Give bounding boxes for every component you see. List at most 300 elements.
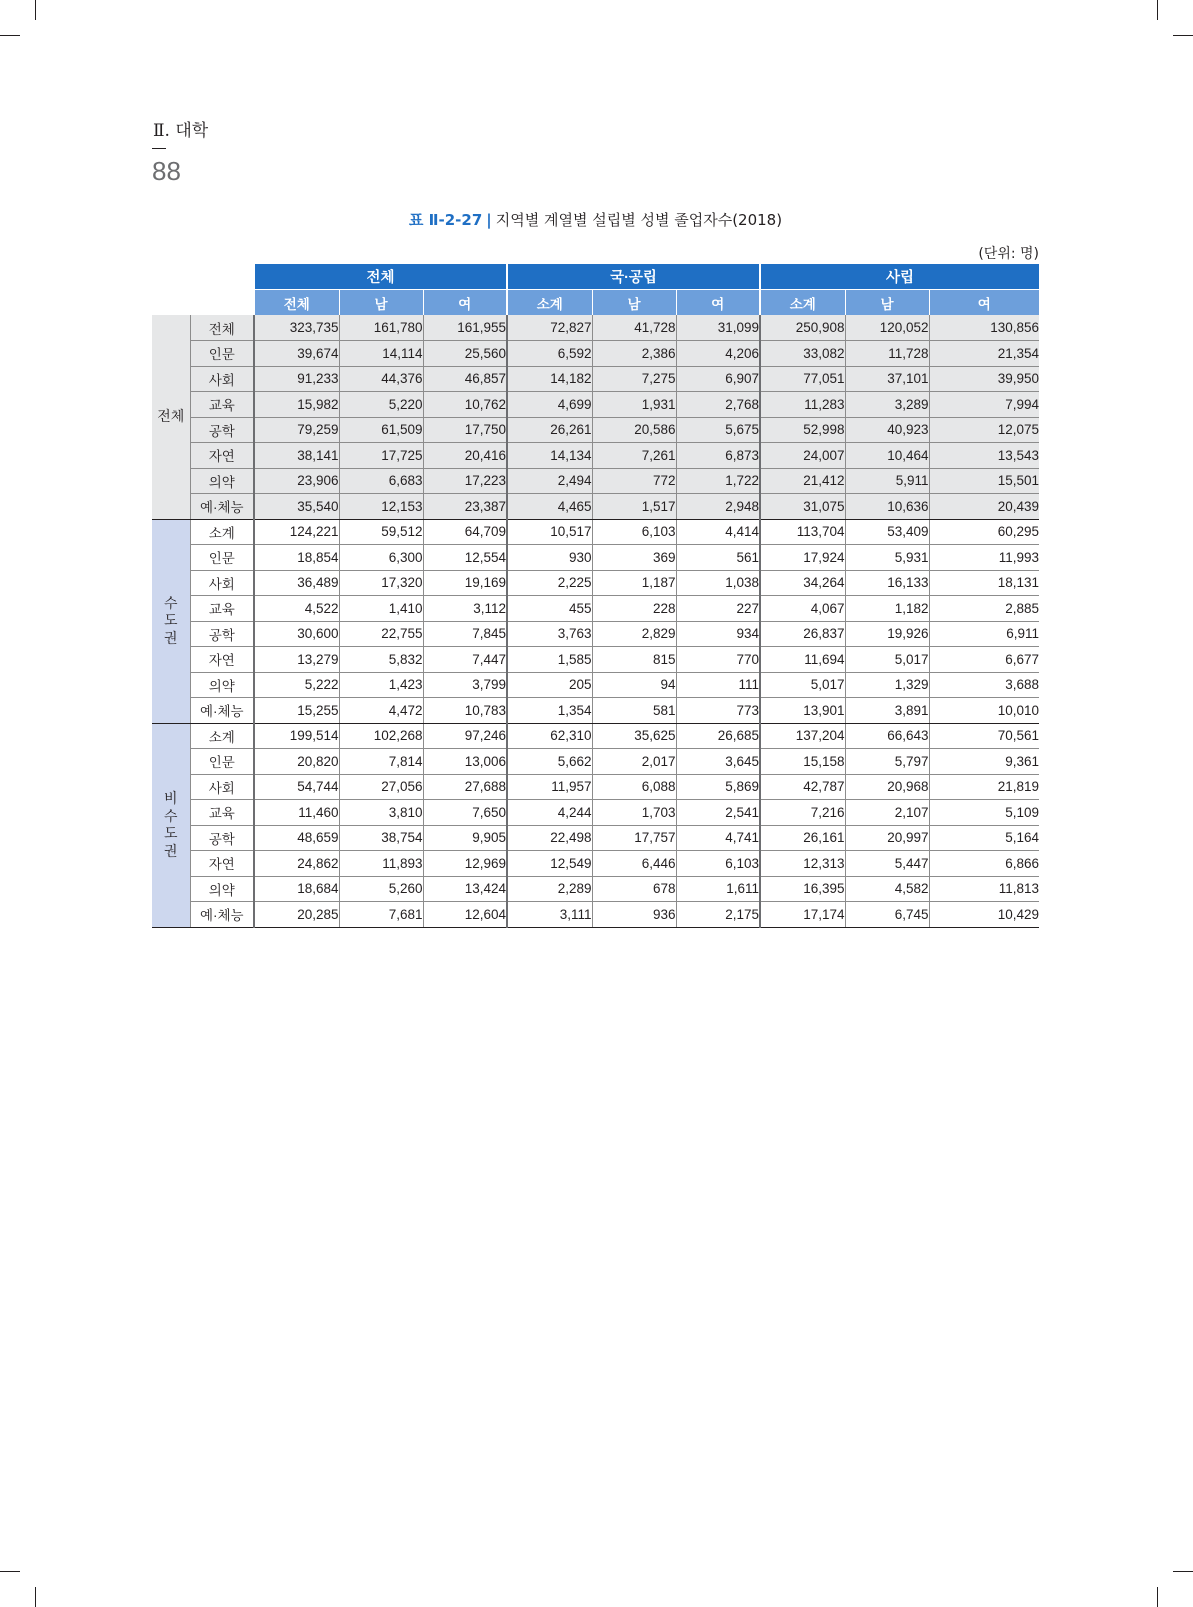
group-header: 전체 (254, 264, 507, 290)
table-row (152, 519, 1039, 545)
value-cell: 22,498 (507, 825, 592, 851)
category-label: 교육 (190, 392, 254, 418)
value-cell: 12,549 (507, 851, 592, 877)
value-cell: 17,924 (760, 545, 845, 571)
value-cell: 15,255 (254, 698, 339, 724)
value-cell: 26,837 (760, 621, 845, 647)
value-cell: 205 (507, 672, 592, 698)
value-cell: 6,683 (339, 468, 423, 494)
value-cell: 24,862 (254, 851, 339, 877)
value-cell: 6,911 (929, 621, 1039, 647)
value-cell: 5,675 (676, 417, 760, 443)
value-cell: 6,866 (929, 851, 1039, 877)
value-cell: 5,911 (845, 468, 929, 494)
crop-mark (1157, 1587, 1158, 1607)
value-cell: 17,757 (592, 825, 676, 851)
value-cell: 35,540 (254, 494, 339, 520)
value-cell: 2,107 (845, 800, 929, 826)
value-cell: 15,501 (929, 468, 1039, 494)
value-cell: 6,592 (507, 341, 592, 367)
value-cell: 39,674 (254, 341, 339, 367)
value-cell: 48,659 (254, 825, 339, 851)
value-cell: 5,447 (845, 851, 929, 877)
value-cell: 1,703 (592, 800, 676, 826)
value-cell: 5,662 (507, 749, 592, 775)
header-blank (152, 264, 254, 290)
table-row (152, 621, 1039, 647)
value-cell: 66,643 (845, 723, 929, 749)
value-cell: 5,260 (339, 876, 423, 902)
value-cell: 20,820 (254, 749, 339, 775)
value-cell: 52,998 (760, 417, 845, 443)
value-cell: 5,832 (339, 647, 423, 673)
value-cell: 9,361 (929, 749, 1039, 775)
category-label: 의약 (190, 876, 254, 902)
value-cell: 6,907 (676, 366, 760, 392)
value-cell: 11,694 (760, 647, 845, 673)
value-cell: 54,744 (254, 774, 339, 800)
value-cell: 2,829 (592, 621, 676, 647)
value-cell: 39,950 (929, 366, 1039, 392)
value-cell: 10,783 (423, 698, 507, 724)
value-cell: 21,354 (929, 341, 1039, 367)
value-cell: 77,051 (760, 366, 845, 392)
value-cell: 15,982 (254, 392, 339, 418)
value-cell: 1,517 (592, 494, 676, 520)
value-cell: 4,244 (507, 800, 592, 826)
region-name: 비수도권 (163, 790, 178, 859)
category-label: 인문 (190, 749, 254, 775)
value-cell: 20,439 (929, 494, 1039, 520)
value-cell: 5,164 (929, 825, 1039, 851)
value-cell: 4,067 (760, 596, 845, 622)
value-cell: 10,010 (929, 698, 1039, 724)
category-label: 의약 (190, 672, 254, 698)
value-cell: 1,354 (507, 698, 592, 724)
table-row (152, 417, 1039, 443)
value-cell: 161,780 (339, 315, 423, 341)
sub-header: 남 (339, 290, 423, 316)
value-cell: 130,856 (929, 315, 1039, 341)
value-cell: 250,908 (760, 315, 845, 341)
category-label: 공학 (190, 825, 254, 851)
value-cell: 4,472 (339, 698, 423, 724)
value-cell: 1,611 (676, 876, 760, 902)
table-row (152, 749, 1039, 775)
value-cell: 7,447 (423, 647, 507, 673)
sub-header-row (152, 290, 1039, 316)
category-label: 교육 (190, 800, 254, 826)
value-cell: 11,993 (929, 545, 1039, 571)
value-cell: 10,762 (423, 392, 507, 418)
value-cell: 9,905 (423, 825, 507, 851)
value-cell: 5,222 (254, 672, 339, 698)
value-cell: 161,955 (423, 315, 507, 341)
unit-label: (단위: 명) (978, 246, 1039, 262)
category-label: 교육 (190, 596, 254, 622)
value-cell: 6,103 (592, 519, 676, 545)
crop-mark (35, 0, 36, 20)
table-label: 표 Ⅱ-2-27 (408, 211, 483, 229)
value-cell: 6,088 (592, 774, 676, 800)
value-cell: 27,688 (423, 774, 507, 800)
value-cell: 11,283 (760, 392, 845, 418)
sub-header: 소계 (760, 290, 845, 316)
value-cell: 3,688 (929, 672, 1039, 698)
value-cell: 11,460 (254, 800, 339, 826)
value-cell: 34,264 (760, 570, 845, 596)
value-cell: 13,279 (254, 647, 339, 673)
value-cell: 31,099 (676, 315, 760, 341)
value-cell: 2,948 (676, 494, 760, 520)
region-name: 수도권 (163, 594, 178, 646)
value-cell: 7,994 (929, 392, 1039, 418)
value-cell: 12,969 (423, 851, 507, 877)
table-row (152, 825, 1039, 851)
value-cell: 7,650 (423, 800, 507, 826)
value-cell: 3,810 (339, 800, 423, 826)
value-cell: 1,329 (845, 672, 929, 698)
value-cell: 7,814 (339, 749, 423, 775)
value-cell: 934 (676, 621, 760, 647)
value-cell: 20,997 (845, 825, 929, 851)
table-row (152, 443, 1039, 469)
value-cell: 72,827 (507, 315, 592, 341)
category-label: 의약 (190, 468, 254, 494)
value-cell: 17,725 (339, 443, 423, 469)
value-cell: 21,412 (760, 468, 845, 494)
value-cell: 10,517 (507, 519, 592, 545)
value-cell: 3,289 (845, 392, 929, 418)
value-cell: 930 (507, 545, 592, 571)
value-cell: 22,755 (339, 621, 423, 647)
value-cell: 53,409 (845, 519, 929, 545)
value-cell: 14,182 (507, 366, 592, 392)
sub-header: 여 (929, 290, 1039, 316)
value-cell: 26,261 (507, 417, 592, 443)
value-cell: 62,310 (507, 723, 592, 749)
table-row (152, 570, 1039, 596)
value-cell: 15,158 (760, 749, 845, 775)
value-cell: 4,582 (845, 876, 929, 902)
value-cell: 13,901 (760, 698, 845, 724)
category-label: 자연 (190, 851, 254, 877)
value-cell: 30,600 (254, 621, 339, 647)
header-blank (152, 290, 254, 316)
value-cell: 18,131 (929, 570, 1039, 596)
value-cell: 227 (676, 596, 760, 622)
category-label: 공학 (190, 417, 254, 443)
value-cell: 21,819 (929, 774, 1039, 800)
value-cell: 12,153 (339, 494, 423, 520)
value-cell: 11,893 (339, 851, 423, 877)
value-cell: 7,681 (339, 902, 423, 928)
section-title: Ⅱ. 대학 (153, 121, 209, 141)
sub-header: 남 (592, 290, 676, 316)
value-cell: 2,885 (929, 596, 1039, 622)
sub-header: 여 (423, 290, 507, 316)
value-cell: 97,246 (423, 723, 507, 749)
value-cell: 1,585 (507, 647, 592, 673)
value-cell: 4,206 (676, 341, 760, 367)
category-label: 전체 (190, 315, 254, 341)
category-label: 사회 (190, 366, 254, 392)
value-cell: 2,175 (676, 902, 760, 928)
value-cell: 20,586 (592, 417, 676, 443)
value-cell: 17,750 (423, 417, 507, 443)
table-row (152, 774, 1039, 800)
value-cell: 6,103 (676, 851, 760, 877)
table-row (152, 596, 1039, 622)
value-cell: 5,109 (929, 800, 1039, 826)
value-cell: 5,797 (845, 749, 929, 775)
value-cell: 3,799 (423, 672, 507, 698)
value-cell: 2,289 (507, 876, 592, 902)
value-cell: 16,133 (845, 570, 929, 596)
value-cell: 19,169 (423, 570, 507, 596)
table-row (152, 392, 1039, 418)
value-cell: 1,410 (339, 596, 423, 622)
table-row (152, 468, 1039, 494)
table-row (152, 800, 1039, 826)
value-cell: 678 (592, 876, 676, 902)
value-cell: 25,560 (423, 341, 507, 367)
value-cell: 16,395 (760, 876, 845, 902)
category-label: 사회 (190, 570, 254, 596)
table-row (152, 545, 1039, 571)
region-label (152, 315, 190, 519)
caption-separator: | (486, 211, 492, 229)
value-cell: 12,313 (760, 851, 845, 877)
value-cell: 18,684 (254, 876, 339, 902)
value-cell: 18,854 (254, 545, 339, 571)
value-cell: 79,259 (254, 417, 339, 443)
value-cell: 10,464 (845, 443, 929, 469)
value-cell: 7,216 (760, 800, 845, 826)
value-cell: 4,465 (507, 494, 592, 520)
value-cell: 26,685 (676, 723, 760, 749)
category-label: 예·체능 (190, 902, 254, 928)
value-cell: 1,931 (592, 392, 676, 418)
value-cell: 120,052 (845, 315, 929, 341)
value-cell: 19,926 (845, 621, 929, 647)
sub-header: 전체 (254, 290, 339, 316)
table-row (152, 698, 1039, 724)
value-cell: 199,514 (254, 723, 339, 749)
value-cell: 23,387 (423, 494, 507, 520)
value-cell: 6,446 (592, 851, 676, 877)
value-cell: 113,704 (760, 519, 845, 545)
value-cell: 581 (592, 698, 676, 724)
value-cell: 59,512 (339, 519, 423, 545)
category-label: 예·체능 (190, 494, 254, 520)
region-name: 전체 (157, 408, 185, 424)
table-row (152, 876, 1039, 902)
value-cell: 4,699 (507, 392, 592, 418)
table-title: 지역별 계열별 설립별 성별 졸업자수(2018) (495, 211, 783, 229)
value-cell: 20,968 (845, 774, 929, 800)
value-cell: 2,386 (592, 341, 676, 367)
value-cell: 31,075 (760, 494, 845, 520)
table-body (152, 315, 1039, 927)
value-cell: 1,038 (676, 570, 760, 596)
table-row (152, 851, 1039, 877)
value-cell: 323,735 (254, 315, 339, 341)
value-cell: 2,494 (507, 468, 592, 494)
value-cell: 772 (592, 468, 676, 494)
category-label: 자연 (190, 647, 254, 673)
value-cell: 64,709 (423, 519, 507, 545)
value-cell: 11,957 (507, 774, 592, 800)
value-cell: 36,489 (254, 570, 339, 596)
value-cell: 1,722 (676, 468, 760, 494)
value-cell: 17,320 (339, 570, 423, 596)
value-cell: 12,554 (423, 545, 507, 571)
value-cell: 5,931 (845, 545, 929, 571)
crop-mark (1173, 1571, 1193, 1572)
value-cell: 936 (592, 902, 676, 928)
value-cell: 61,509 (339, 417, 423, 443)
value-cell: 2,768 (676, 392, 760, 418)
value-cell: 12,075 (929, 417, 1039, 443)
value-cell: 455 (507, 596, 592, 622)
value-cell: 2,541 (676, 800, 760, 826)
data-table (152, 264, 1039, 928)
divider (152, 148, 166, 149)
table-row (152, 902, 1039, 928)
table-row (152, 672, 1039, 698)
value-cell: 6,300 (339, 545, 423, 571)
value-cell: 44,376 (339, 366, 423, 392)
table-row (152, 366, 1039, 392)
value-cell: 5,220 (339, 392, 423, 418)
sub-header: 남 (845, 290, 929, 316)
sub-header: 여 (676, 290, 760, 316)
value-cell: 6,873 (676, 443, 760, 469)
value-cell: 13,543 (929, 443, 1039, 469)
category-label: 공학 (190, 621, 254, 647)
value-cell: 23,906 (254, 468, 339, 494)
category-label: 인문 (190, 341, 254, 367)
value-cell: 60,295 (929, 519, 1039, 545)
value-cell: 37,101 (845, 366, 929, 392)
value-cell: 1,187 (592, 570, 676, 596)
table-caption (152, 209, 1039, 230)
value-cell: 41,728 (592, 315, 676, 341)
value-cell: 3,891 (845, 698, 929, 724)
value-cell: 91,233 (254, 366, 339, 392)
value-cell: 6,745 (845, 902, 929, 928)
category-label: 소계 (190, 519, 254, 545)
value-cell: 11,728 (845, 341, 929, 367)
category-label: 예·체능 (190, 698, 254, 724)
value-cell: 228 (592, 596, 676, 622)
value-cell: 5,869 (676, 774, 760, 800)
category-label: 소계 (190, 723, 254, 749)
value-cell: 46,857 (423, 366, 507, 392)
value-cell: 27,056 (339, 774, 423, 800)
value-cell: 3,763 (507, 621, 592, 647)
value-cell: 17,223 (423, 468, 507, 494)
value-cell: 42,787 (760, 774, 845, 800)
category-label: 인문 (190, 545, 254, 571)
crop-mark (1157, 0, 1158, 20)
table-row (152, 494, 1039, 520)
value-cell: 5,017 (845, 647, 929, 673)
sub-header: 소계 (507, 290, 592, 316)
value-cell: 5,017 (760, 672, 845, 698)
group-header-row (152, 264, 1039, 290)
value-cell: 773 (676, 698, 760, 724)
category-label: 사회 (190, 774, 254, 800)
value-cell: 26,161 (760, 825, 845, 851)
value-cell: 14,134 (507, 443, 592, 469)
value-cell: 4,414 (676, 519, 760, 545)
value-cell: 12,604 (423, 902, 507, 928)
value-cell: 3,111 (507, 902, 592, 928)
crop-mark (0, 35, 20, 36)
value-cell: 6,677 (929, 647, 1039, 673)
value-cell: 13,006 (423, 749, 507, 775)
crop-mark (35, 1587, 36, 1607)
value-cell: 4,522 (254, 596, 339, 622)
value-cell: 38,141 (254, 443, 339, 469)
value-cell: 3,112 (423, 596, 507, 622)
value-cell: 369 (592, 545, 676, 571)
value-cell: 13,424 (423, 876, 507, 902)
table-row (152, 647, 1039, 673)
value-cell: 20,285 (254, 902, 339, 928)
page-number: 88 (152, 156, 181, 186)
value-cell: 38,754 (339, 825, 423, 851)
value-cell: 137,204 (760, 723, 845, 749)
table-row (152, 723, 1039, 749)
table-row (152, 315, 1039, 341)
region-label (152, 723, 190, 927)
value-cell: 7,261 (592, 443, 676, 469)
crop-mark (1173, 35, 1193, 36)
value-cell: 4,741 (676, 825, 760, 851)
value-cell: 111 (676, 672, 760, 698)
value-cell: 1,423 (339, 672, 423, 698)
value-cell: 124,221 (254, 519, 339, 545)
value-cell: 70,561 (929, 723, 1039, 749)
value-cell: 770 (676, 647, 760, 673)
value-cell: 14,114 (339, 341, 423, 367)
group-header: 사립 (760, 264, 1039, 290)
value-cell: 94 (592, 672, 676, 698)
value-cell: 11,813 (929, 876, 1039, 902)
value-cell: 10,429 (929, 902, 1039, 928)
value-cell: 102,268 (339, 723, 423, 749)
group-header: 국·공립 (507, 264, 760, 290)
value-cell: 7,275 (592, 366, 676, 392)
value-cell: 40,923 (845, 417, 929, 443)
value-cell: 815 (592, 647, 676, 673)
value-cell: 20,416 (423, 443, 507, 469)
value-cell: 2,225 (507, 570, 592, 596)
value-cell: 1,182 (845, 596, 929, 622)
value-cell: 35,625 (592, 723, 676, 749)
value-cell: 17,174 (760, 902, 845, 928)
value-cell: 10,636 (845, 494, 929, 520)
value-cell: 33,082 (760, 341, 845, 367)
value-cell: 7,845 (423, 621, 507, 647)
value-cell: 2,017 (592, 749, 676, 775)
table-row (152, 341, 1039, 367)
value-cell: 561 (676, 545, 760, 571)
crop-mark (0, 1571, 20, 1572)
